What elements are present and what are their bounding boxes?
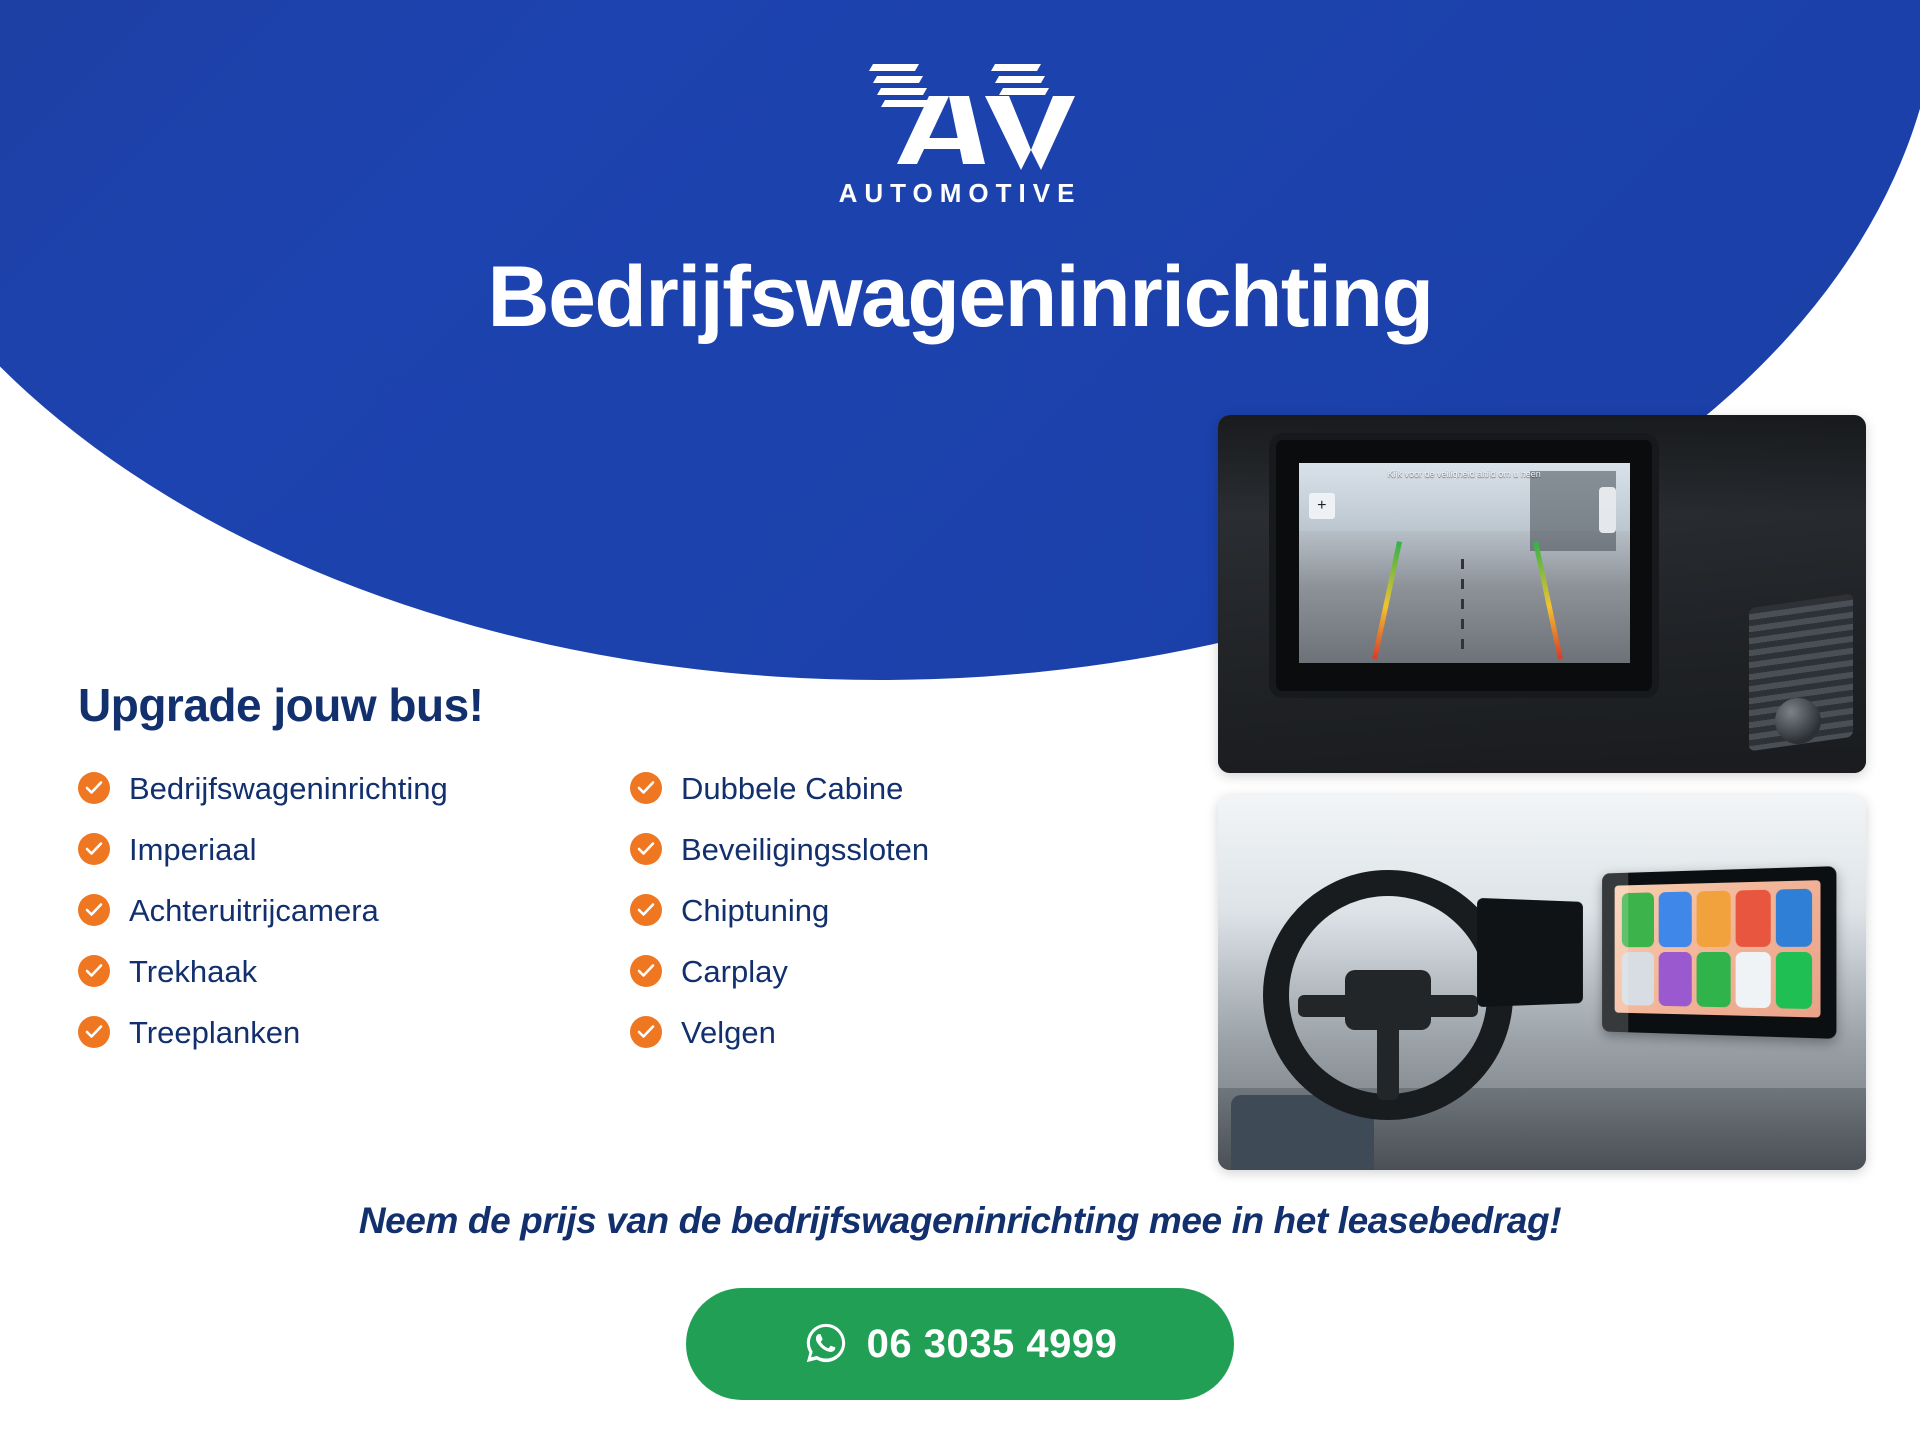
av-chevron-logo-icon xyxy=(845,52,1075,172)
settings-app-icon xyxy=(1659,952,1692,1007)
features-columns xyxy=(78,768,1138,1073)
list-item xyxy=(78,768,630,808)
list-item xyxy=(630,829,1130,869)
maps-app-icon xyxy=(1697,891,1731,947)
check-icon xyxy=(630,955,662,987)
check-icon xyxy=(630,833,662,865)
check-icon xyxy=(78,772,110,804)
phone-number: 06 3035 4999 xyxy=(866,1321,1118,1366)
check-icon xyxy=(630,1016,662,1048)
list-item xyxy=(630,890,1130,930)
list-item-label: Achteruitrijcamera xyxy=(129,892,379,928)
instrument-cluster xyxy=(1477,898,1583,1007)
control-knob xyxy=(1775,698,1821,744)
zoom-in-button[interactable]: + xyxy=(1309,493,1335,519)
list-item-label: Beveiligingssloten xyxy=(681,831,930,867)
list-item-label: Carplay xyxy=(681,953,788,989)
music-app-icon xyxy=(1659,892,1692,947)
list-item-label: Dubbele Cabine xyxy=(681,770,904,806)
list-item xyxy=(78,951,630,991)
check-icon xyxy=(630,772,662,804)
logo-subtitle: AUTOMOTIVE xyxy=(838,178,1082,208)
list-item-label: Chiptuning xyxy=(681,892,830,928)
infotainment-screen xyxy=(1276,440,1652,691)
list-item-label: Imperiaal xyxy=(129,831,257,867)
list-item xyxy=(630,951,1130,991)
list-item-label: Bedrijfswageninrichting xyxy=(129,770,448,806)
carplay-screen xyxy=(1602,866,1836,1039)
check-icon xyxy=(78,955,110,987)
check-icon xyxy=(78,894,110,926)
photo-reversing-camera xyxy=(1218,415,1866,773)
features-column-1 xyxy=(78,768,630,1073)
list-item xyxy=(630,1012,1130,1052)
check-icon xyxy=(630,894,662,926)
messages-app-icon xyxy=(1736,890,1771,947)
whatsapp-call-button[interactable] xyxy=(686,1288,1234,1400)
features-section xyxy=(78,678,1138,1073)
section-subtitle: Upgrade jouw bus! xyxy=(78,679,484,731)
brand-logo xyxy=(810,52,1110,209)
check-icon xyxy=(78,833,110,865)
podcasts-app-icon xyxy=(1776,889,1812,947)
calendar-app-icon xyxy=(1736,952,1771,1009)
whatsapp-icon xyxy=(803,1320,849,1369)
features-column-2 xyxy=(630,768,1130,1073)
whatsapp-app-icon xyxy=(1776,952,1812,1010)
list-item xyxy=(78,890,630,930)
tagline: Neem de prijs van de bedrijfswageninrichting mee in het leasebedrag! xyxy=(358,1200,1562,1241)
check-icon xyxy=(78,1016,110,1048)
spotify-app-icon xyxy=(1697,952,1731,1008)
page-title: Bedrijfswageninrichting xyxy=(487,249,1433,345)
list-item-label: Treeplanken xyxy=(129,1014,301,1050)
list-item-label: Velgen xyxy=(681,1014,776,1050)
camera-warning-text: Kijk voor de veiligheid altijd om u heen xyxy=(1387,468,1541,479)
list-item xyxy=(630,768,1130,808)
list-item-label: Trekhaak xyxy=(129,953,258,989)
list-item xyxy=(78,1012,630,1052)
list-item xyxy=(78,829,630,869)
photo-interior-carplay xyxy=(1218,795,1866,1170)
brightness-slider[interactable] xyxy=(1599,487,1616,533)
